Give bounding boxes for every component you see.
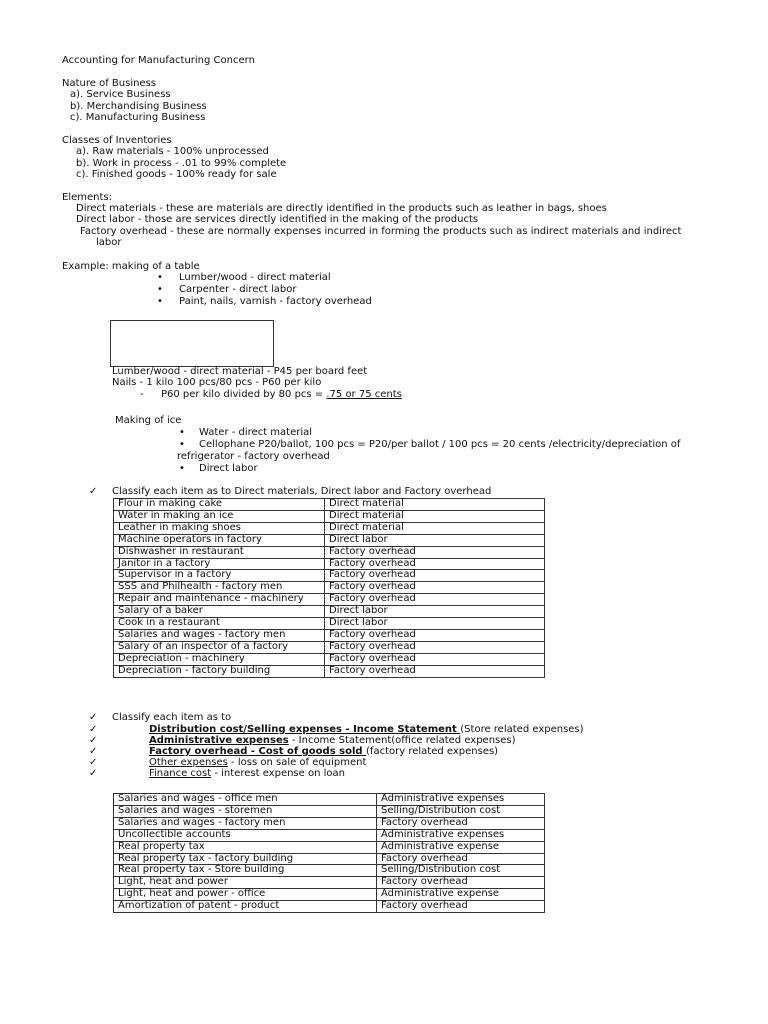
item-cell: Supervisor in a factory	[114, 570, 325, 582]
factory-overhead-text: Factory overhead - these are normally expenses incurred in forming the products such as indirect materials and indirect	[80, 226, 682, 237]
table-row	[114, 841, 545, 853]
bullet-icon: •	[179, 439, 185, 450]
category-other-expenses: Other expenses - loss on sale of equipment	[149, 757, 367, 768]
table-row	[114, 794, 545, 806]
item-cell: Depreciation - machinery	[114, 653, 325, 665]
example-bullet: Carpenter - direct labor	[179, 284, 297, 295]
classification-cell: Factory overhead	[325, 558, 545, 570]
table-row	[114, 594, 545, 606]
direct-labor-text: Direct labor - those are services directly identified in the making of the products	[76, 214, 479, 225]
classification-cell: Factory overhead	[325, 594, 545, 606]
item-cell: Amortization of patent - product	[114, 901, 377, 913]
item-cell: Salary of an inspector of a factory	[114, 641, 325, 653]
classification-cell: Factory overhead	[325, 665, 545, 677]
item-cell: Salaries and wages - factory men	[114, 817, 377, 829]
classification-cell: Factory overhead	[325, 546, 545, 558]
item-cell: Light, heat and power	[114, 877, 377, 889]
table-row	[114, 510, 545, 522]
classification-cell: Factory overhead	[325, 582, 545, 594]
bullet-icon: •	[157, 284, 163, 295]
table-row	[114, 877, 545, 889]
item-cell: Flour in making cake	[114, 499, 325, 511]
nature-list	[70, 89, 207, 124]
ice-bullet-cont: refrigerator - factory overhead	[177, 451, 330, 462]
dash-marker: -	[140, 389, 144, 400]
classification-cell: Factory overhead	[377, 877, 545, 889]
elements-heading: Elements:	[62, 192, 112, 203]
list-item: b). Merchandising Business	[70, 100, 207, 112]
item-cell: Real property tax	[114, 841, 377, 853]
bullet-icon: •	[179, 427, 185, 438]
classification-cell: Factory overhead	[325, 653, 545, 665]
classification-cell: Direct material	[325, 510, 545, 522]
check-icon: ✓	[89, 735, 98, 746]
item-cell: SSS and Philhealth - factory men	[114, 582, 325, 594]
category-distribution: Distribution cost/Selling expenses - Income Statement (Store related expenses)	[149, 724, 584, 735]
lumber-cost-line: Lumber/wood - direct material - P45 per board feet	[112, 366, 368, 377]
table-row	[114, 665, 545, 677]
nails-cost-line: Nails - 1 kilo 100 pcs/80 pcs - P60 per kilo	[112, 377, 322, 388]
classification-cell: Factory overhead	[377, 901, 545, 913]
item-cell: Machine operators in factory	[114, 534, 325, 546]
table-row	[114, 618, 545, 630]
classification-cell: Administrative expense	[377, 841, 545, 853]
factory-overhead-text-cont: labor	[96, 237, 122, 248]
check-icon: ✓	[89, 746, 98, 757]
classify1-instruction: Classify each item as to Direct materials, Direct labor and Factory overhead	[112, 486, 492, 497]
list-item: b). Work in process - .01 to 99% complete	[76, 157, 287, 169]
table-row	[114, 817, 545, 829]
table-row	[114, 865, 545, 877]
item-cell: Salaries and wages - storemen	[114, 805, 377, 817]
bullet-icon: •	[157, 272, 163, 283]
list-item: a). Service Business	[70, 89, 171, 100]
document-title: Accounting for Manufacturing Concern	[62, 55, 255, 66]
classification-cell: Direct material	[325, 522, 545, 534]
classification-cell: Factory overhead	[325, 570, 545, 582]
table-row	[114, 853, 545, 865]
bullet-icon: •	[157, 296, 163, 307]
check-icon: ✓	[89, 757, 98, 768]
classification-cell: Direct labor	[325, 534, 545, 546]
item-cell: Depreciation - factory building	[114, 665, 325, 677]
category-administrative: Administrative expenses - Income Statement(office related expenses)	[149, 735, 516, 746]
item-cell: Leather in making shoes	[114, 522, 325, 534]
list-item: c). Finished goods - 100% ready for sale	[76, 169, 277, 180]
ice-bullet: Cellophane P20/ballot, 100 pcs = P20/per ballot / 100 pcs = 20 cents /electricity/depreciation of	[199, 439, 681, 450]
check-icon: ✓	[89, 486, 98, 497]
example-bullet: Lumber/wood - direct material	[179, 272, 331, 283]
example-bullet: Paint, nails, varnish - factory overhead	[179, 296, 372, 307]
direct-materials-text: Direct materials - these are materials are directly identified in the products such as leather in bags, shoes	[76, 203, 607, 214]
bullet-icon: •	[179, 463, 185, 474]
item-cell: Salaries and wages - office men	[114, 794, 377, 806]
table-row	[114, 499, 545, 511]
category-factory-overhead: Factory overhead - Cost of goods sold (factory related expenses)	[149, 746, 499, 757]
classify2-table	[113, 793, 545, 913]
table-row	[114, 606, 545, 618]
nails-calc-line: P60 per kilo divided by 80 pcs = .75 or 75 cents	[161, 389, 402, 400]
item-cell: Janitor in a factory	[114, 558, 325, 570]
classification-cell: Selling/Distribution cost	[377, 865, 545, 877]
classification-cell: Direct labor	[325, 606, 545, 618]
table-row	[114, 570, 545, 582]
table-row	[114, 641, 545, 653]
item-cell: Real property tax - factory building	[114, 853, 377, 865]
item-cell: Salary of a baker	[114, 606, 325, 618]
check-icon: ✓	[89, 712, 98, 723]
classification-cell: Direct labor	[325, 618, 545, 630]
classification-cell: Administrative expense	[377, 889, 545, 901]
table-row	[114, 582, 545, 594]
ice-bullet: Water - direct material	[199, 427, 313, 438]
table-row	[114, 629, 545, 641]
table-row	[114, 889, 545, 901]
item-cell: Salaries and wages - factory men	[114, 629, 325, 641]
image-placeholder-box	[110, 320, 274, 367]
item-cell: Repair and maintenance - machinery	[114, 594, 325, 606]
classify2-instruction: Classify each item as to	[112, 712, 232, 723]
classification-cell: Factory overhead	[377, 817, 545, 829]
classes-list	[76, 146, 286, 181]
item-cell: Cook in a restaurant	[114, 618, 325, 630]
item-cell: Dishwasher in restaurant	[114, 546, 325, 558]
table-row	[114, 558, 545, 570]
classification-cell: Administrative expenses	[377, 829, 545, 841]
classes-heading: Classes of Inventories	[62, 135, 172, 146]
table-row	[114, 901, 545, 913]
check-icon: ✓	[89, 724, 98, 735]
item-cell: Uncollectible accounts	[114, 829, 377, 841]
nails-calc-result: .75 or 75 cents	[326, 389, 402, 400]
example-heading: Example: making of a table	[62, 261, 200, 272]
classification-cell: Administrative expenses	[377, 794, 545, 806]
list-item: a). Raw materials - 100% unprocessed	[76, 146, 269, 157]
list-item: c). Manufacturing Business	[70, 112, 206, 123]
classification-cell: Factory overhead	[325, 641, 545, 653]
classification-cell: Factory overhead	[325, 629, 545, 641]
classification-cell: Direct material	[325, 499, 545, 511]
classification-cell: Factory overhead	[377, 853, 545, 865]
table-row	[114, 522, 545, 534]
check-icon: ✓	[89, 768, 98, 779]
item-cell: Light, heat and power - office	[114, 889, 377, 901]
classify1-table	[113, 498, 545, 678]
ice-bullet: Direct labor	[199, 463, 258, 474]
classification-cell: Selling/Distribution cost	[377, 805, 545, 817]
item-cell: Real property tax - Store building	[114, 865, 377, 877]
ice-heading: Making of ice	[115, 415, 182, 426]
category-finance-cost: Finance cost - interest expense on loan	[149, 768, 345, 779]
table-row	[114, 534, 545, 546]
table-row	[114, 653, 545, 665]
item-cell: Water in making an ice	[114, 510, 325, 522]
table-row	[114, 829, 545, 841]
nature-heading: Nature of Business	[62, 78, 157, 89]
table-row	[114, 546, 545, 558]
table-row	[114, 805, 545, 817]
